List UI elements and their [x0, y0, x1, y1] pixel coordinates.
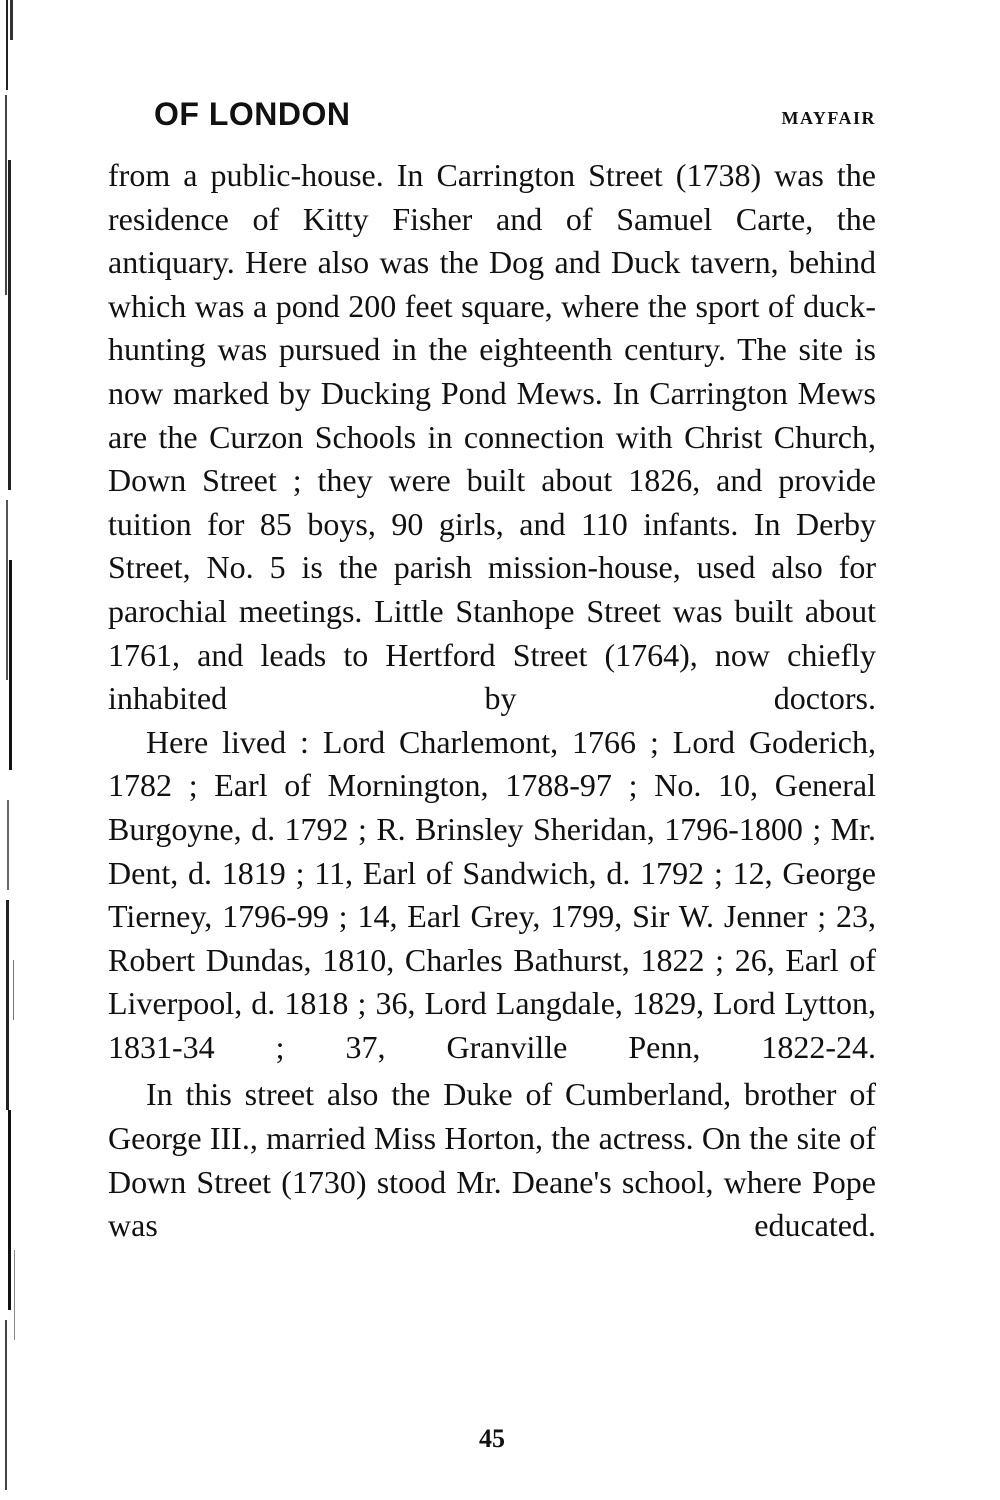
paragraph-duke-of-cumberland: In this street also the Duke of Cumberland, brother of George III., married Miss Horton, the actress. On the site of Down Street (1730) stood Mr. Deane's school, where Pope was educated.: [108, 1076, 876, 1244]
paragraph-residents: Here lived : Lord Charlemont, 1766 ; Lord Goderich, 1782 ; Earl of Mornington, 1788-97 ; No. 10, General Burgoyne, d. 1792 ; R. Brinsley Sheridan, 1796-1800 ; Mr. Dent, d. 1819 ; 11, Earl of Sandwich, d. 1792 ; 12, George Tierney, 1796-99 ; 14, Earl Grey, 1799, Sir W. Jenner ; 23, Robert Dundas, 1810, Charles Bathurst, 1822 ; 26, Earl of Liverpool, d. 1818 ; 36, Lord Langdale, 1829, Lord Lytton, 1831-34 ; 37, Granville Penn, 1822-24.: [108, 723, 876, 1065]
running-head-section: MAYFAIR: [781, 108, 876, 128]
page-number: 45: [479, 1424, 505, 1453]
running-head: [108, 88, 876, 144]
book-page: [108, 88, 876, 1453]
binding-edge-scan-artifact: [0, 0, 30, 1500]
body-text: [108, 154, 876, 1248]
running-head-title: OF LONDON: [154, 96, 351, 132]
paragraph-continuation: from a public-house. In Carrington Street (1738) was the residence of Kitty Fisher and of Samuel Carte, the antiquary. Here also was the Dog and Duck tavern, behind which was a pond 200 feet square, where the sport of duck-hunting was pursued in the eighteenth century. The site is now marked by Ducking Pond Mews. In Carrington Mews are the Curzon Schools in connection with Christ Church, Down Street ; they were built about 1826, and provide tuition for 85 boys, 90 girls, and 110 infants. In Derby Street, No. 5 is the parish mission-house, used also for parochial meetings. Little Stanhope Street was built about 1761, and leads to Hertford Street (1764), now chiefly inhabited by doctors.: [108, 157, 876, 717]
